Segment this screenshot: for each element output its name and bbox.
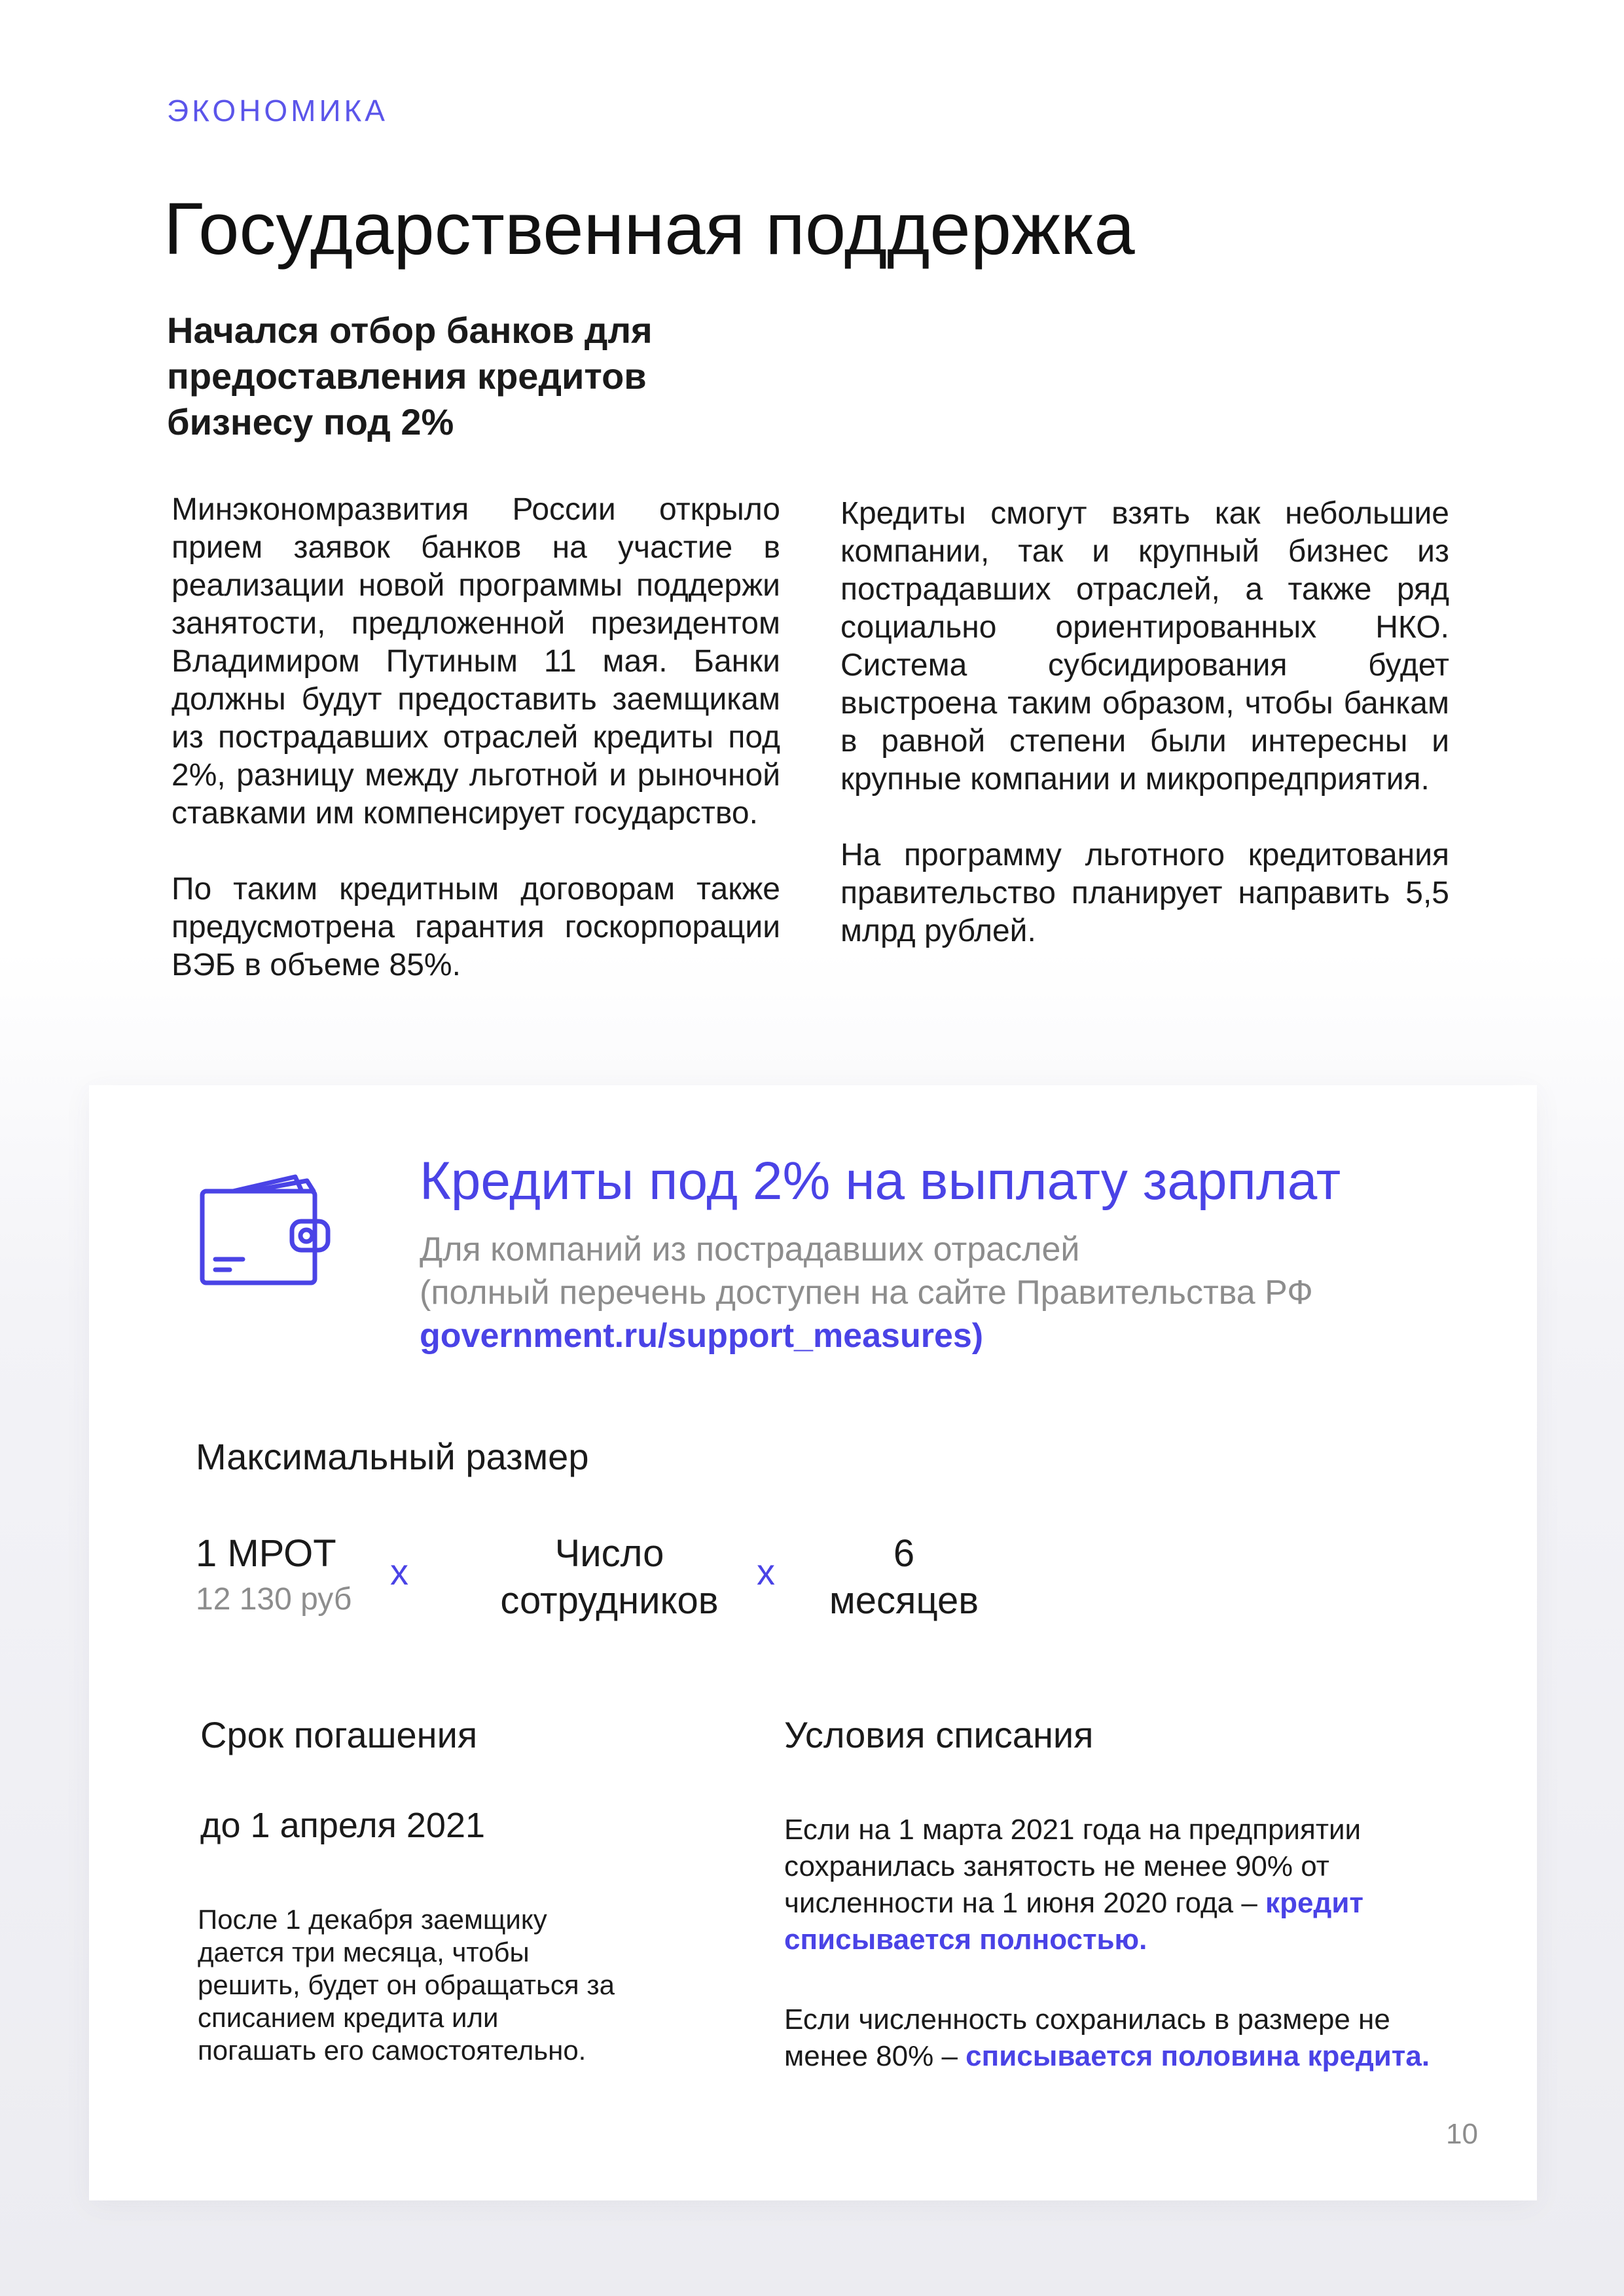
- credit-desc-line-1: Для компаний из пострадавших отраслей: [420, 1230, 1080, 1268]
- staff-line-2: сотрудников: [500, 1579, 719, 1622]
- condition-2-text: Если численность сохранилась в размере не менее 80% –: [784, 2003, 1390, 2072]
- months-line-2: месяцев: [829, 1579, 979, 1622]
- credit-description: [420, 1228, 1467, 1357]
- left-paragraph-2: По таким кредитным договорам также предусмотрена гарантия госкорпорации ВЭБ в объеме 85%.: [171, 872, 780, 982]
- write-off-conditions-heading: Условия списания: [784, 1714, 1094, 1755]
- page-number: 10: [1446, 2118, 1478, 2150]
- staff-line-1: Число: [554, 1532, 664, 1575]
- multiply-sign-2: x: [757, 1551, 775, 1592]
- credit-title: Кредиты под 2% на выплату зарплат: [420, 1151, 1341, 1211]
- formula-mrot: [196, 1530, 352, 1619]
- mrot-label: 1 МРОТ: [196, 1532, 336, 1575]
- credit-desc-line-2: (полный перечень доступен на сайте Правительства РФ: [420, 1274, 1313, 1312]
- article-right-column: [840, 495, 1449, 988]
- left-paragraph-1: Минэкономразвития России открыло прием заявок банков на участие в реализации новой программы поддержи занятости, предложенной президентом Владимиром Путиным 11 мая. Банки должны будут предоставить заемщикам из пострадавших отраслей кредиты под 2%, разницу между льготной и рыночной ставками им компенсирует государство.: [171, 492, 780, 831]
- condition-1-accent: кредит списывается полностью.: [784, 1887, 1363, 1956]
- formula-staff: [469, 1530, 750, 1624]
- condition-2-accent: списывается половина кредита.: [965, 2040, 1430, 2072]
- repayment-term-note: После 1 декабря заемщику дается три месяца, чтобы решить, будет он обращаться за списанием кредита или погашать его самостоятельно.: [198, 1904, 615, 2066]
- repayment-term-date: до 1 апреля 2021: [200, 1806, 486, 1845]
- article-subtitle: Начался отбор банков для предоставления кредитов бизнесу под 2%: [167, 310, 653, 442]
- condition-1-text: Если на 1 марта 2021 года на предприятии сохранилась занятость не менее 90% от численности на 1 июня 2020 года –: [784, 1814, 1362, 1919]
- article-left-column: [171, 491, 780, 1022]
- government-link[interactable]: government.ru/support_measures): [420, 1317, 984, 1355]
- multiply-sign-1: x: [390, 1551, 408, 1592]
- mrot-value: 12 130 руб: [196, 1582, 352, 1617]
- wallet-icon: [197, 1170, 341, 1288]
- right-paragraph-1: Кредиты смогут взять как небольшие компании, так и крупный бизнес из пострадавших отраслей, а также ряд социально ориентированных НКО. Система субсидирования будет выстроена таким образом, чтобы банкам в равной степени были интересны и крупные компании и микропредприятия.: [840, 496, 1449, 797]
- right-paragraph-2: На программу льготного кредитования правительство планирует направить 5,5 млрд рублей.: [840, 838, 1449, 948]
- repayment-term-heading: Срок погашения: [200, 1714, 478, 1755]
- section-label: ЭКОНОМИКА: [167, 94, 388, 128]
- credit-info-card: [89, 1085, 1537, 2200]
- months-line-1: 6: [893, 1532, 915, 1575]
- max-size-heading: Максимальный размер: [196, 1436, 589, 1477]
- formula-months: [803, 1530, 1005, 1624]
- write-off-condition-1: [784, 1812, 1439, 1958]
- write-off-condition-2: [784, 2001, 1439, 2075]
- page-title: Государственная поддержка: [164, 188, 1135, 270]
